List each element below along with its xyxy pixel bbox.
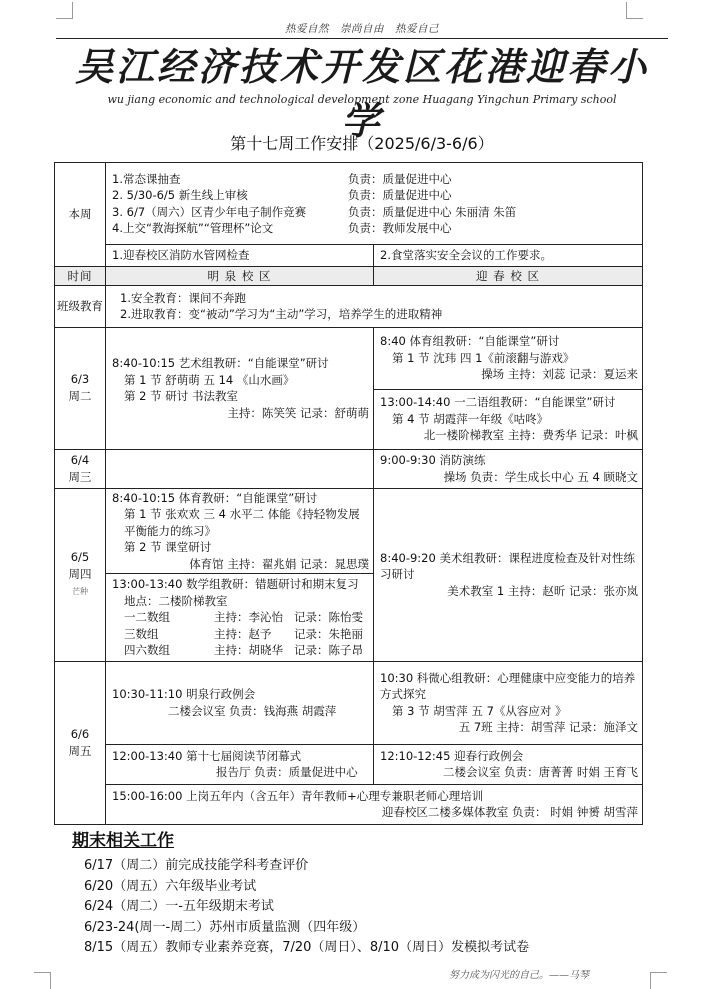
tue-mingquan (106, 327, 374, 449)
thu-mq1-line-2: 第 1 节 张欢欢 三 4 水平二 体能《持轻物发展平衡能力的练习》 (124, 507, 360, 538)
thu-group-host: 主持：李沁怡 (214, 610, 283, 624)
wed-yc-line-1: 9:00-9:30 消防演练 (380, 453, 486, 467)
header-rule (56, 38, 668, 39)
week-label: 本周 (55, 163, 106, 267)
week-task-4: 4.上交“教海探航”“管理杯”论文 (112, 221, 274, 235)
tue-yc2-line-1: 13:00-14:40 一二语组教研：“自能课堂”研讨 (380, 395, 616, 410)
schedule-table (54, 162, 643, 825)
col-header-yingchun: 迎 春 校 区 (374, 266, 643, 285)
tue-mq-line-1: 8:40-10:15 艺术组教研：“自能课堂”研讨 (112, 356, 329, 370)
fri-mq1-line-1: 10:30-11:10 明泉行政例会 (112, 687, 256, 701)
week-task-3-resp: 负责：质量促进中心 朱丽清 朱笛 (348, 204, 517, 219)
day-wed-weekday: 周三 (68, 469, 92, 484)
fri-yc2-line-2: 二楼会议室 负责：唐菁菁 时娟 王育飞 (443, 765, 638, 779)
fri-yc1-line-1: 10:30 科微心组教研：心理健康中应变能力的培养方式探究 (380, 670, 636, 701)
thu-mq1-line-3: 第 2 节 课堂研讨 (124, 540, 212, 554)
thu-group-name: 三数组 (124, 626, 159, 641)
tue-yc1-line-3: 操场 主持：刘蕊 记录：夏运来 (481, 367, 638, 382)
thu-mq2-line-1: 13:00-13:40 数学组教研：错题研讨和期末复习 (112, 577, 359, 591)
thu-group-recorder: 记录：朱艳丽 (294, 626, 363, 641)
thu-group-row (112, 626, 369, 643)
class-edu-label: 班级教育 (55, 285, 106, 327)
fri-joint-line-1: 15:00-16:00 上岗五年内（含五年）青年教师+心理专兼职老师心理培训 (112, 788, 484, 803)
corner-mark-top-left (56, 2, 73, 19)
thu-group-host: 主持：胡晓华 (214, 643, 283, 657)
thu-yc-line-1: 8:40-9:20 美术组教研：课程进度检查及针对性练习研讨 (380, 550, 635, 582)
tue-yingchun-2 (374, 389, 643, 449)
day-thu-weekday: 周四 (68, 567, 92, 581)
day-thu (55, 488, 106, 661)
week-task-1: 1.常态课抽查 (112, 171, 181, 186)
footer-slogan: 努力成为闪光的自己。——马琴 (449, 970, 589, 981)
tue-yc1-line-2: 第 1 节 沈玮 四 1《前滚翻与游戏》 (392, 350, 575, 365)
final-work-item: 6/24（周二）一-五年级期末考试 (84, 899, 274, 914)
class-edu-item-2: 2.进取教育：变“被动”学习为“主动”学习，培养学生的进取精神 (120, 307, 443, 321)
page-title: 第十七周工作安排（2025/6/3-6/6） (230, 134, 494, 153)
tue-mq-line-4: 主持：陈笑笑 记录：舒萌萌 (227, 405, 369, 420)
tue-yc2-line-2: 第 4 节 胡霞萍一年级《咕咚》 (392, 411, 549, 426)
final-work-title: 期末相关工作 (72, 831, 174, 851)
fri-yc2-line-1: 12:10-12:45 迎春行政例会 (380, 748, 524, 763)
thu-group-recorder: 记录：陈怡雯 (294, 610, 363, 624)
thu-group-name: 一二数组 (124, 610, 170, 624)
final-work-item: 6/20（周五）六年级毕业考试 (84, 878, 257, 894)
week-task-3: 3. 6/7（周六）区青少年电子制作竞赛 (112, 204, 307, 219)
corner-mark-top-right (626, 2, 643, 19)
fri-mingquan-2 (106, 744, 374, 784)
day-fri-weekday: 周五 (68, 743, 92, 758)
fri-mq2-line-1: 12:00-13:40 第十七届阅读节闭幕式 (112, 748, 302, 763)
week-extra-left: 1.迎春校区消防水管网检查 (106, 245, 374, 267)
day-tue-weekday: 周二 (68, 389, 92, 403)
week-extra-right: 2.食堂落实安全会议的工作要求。 (374, 245, 643, 267)
thu-group-row (112, 609, 369, 626)
header-motto: 热爱自然 崇尚自由 热爱自己 (285, 23, 439, 35)
final-work-list (84, 856, 529, 959)
thu-group-recorder: 记录：陈子昂 (294, 643, 363, 657)
corner-mark-bottom-left (34, 972, 51, 989)
wed-yc-line-2: 操场 负责：学生成长中心 五 4 顾晓文 (443, 469, 638, 484)
corner-mark-bottom-right (650, 972, 667, 989)
fri-yc1-line-3: 五 7班 主持：胡雪萍 记录：施泽文 (458, 720, 638, 734)
day-tue (55, 327, 106, 449)
week-task-1-resp: 负责：质量促进中心 (348, 171, 452, 186)
col-header-time: 时间 (55, 266, 106, 285)
week-task-2-resp: 负责：质量促进中心 (348, 188, 452, 202)
fri-yingchun-2 (374, 744, 643, 784)
school-name-cn: 吴江经济技术开发区花港迎春小学 (74, 44, 649, 143)
thu-mq1-line-1: 8:40-10:15 体育教研：“自能课堂”研讨 (112, 490, 318, 505)
school-name-en: wu jiang economic and technological development zone Huagang Yingchun Primary school (107, 93, 617, 106)
day-wed (55, 449, 106, 488)
fri-mq2-line-2: 报告厅 负责：质量促进中心 (216, 765, 358, 779)
thu-group-row (112, 642, 369, 659)
thu-mq2-line-2: 地点：二楼阶梯教室 (124, 593, 228, 608)
thu-mq1-line-4: 体育馆 主持：翟兆娟 记录：晁思璞 (189, 556, 369, 571)
fri-joint (106, 784, 643, 824)
tue-yingchun-1 (374, 327, 643, 389)
fri-joint-line-2: 迎春校区二楼多媒体教室 负责： 时娟 钟赟 胡雪萍 (381, 805, 638, 819)
week-task-2: 2. 5/30-6/5 新生线上审核 (112, 188, 248, 202)
final-work-item: 6/17（周二）前完成技能学科考查评价 (84, 858, 309, 873)
thu-yc-line-2: 美术教室 1 主持：赵昕 记录：张亦岚 (447, 583, 638, 598)
class-edu-items (106, 285, 643, 327)
thu-mingquan-1 (106, 488, 374, 574)
tue-yc2-line-3: 北一楼阶梯教室 主持：费秀华 记录：叶枫 (423, 428, 638, 443)
day-wed-date: 6/4 (70, 452, 90, 467)
fri-yingchun-1 (374, 661, 643, 744)
day-thu-note: 芒种 (72, 587, 88, 596)
week-tasks (106, 163, 643, 245)
tue-mq-line-3: 第 2 节 研讨 书法教室 (124, 389, 238, 403)
day-fri (55, 661, 106, 824)
tue-yc1-line-1: 8:40 体育组教研：“自能课堂”研讨 (380, 334, 560, 349)
fri-yc1-line-2: 第 3 节 胡雪萍 五 7《从容应对 》 (392, 703, 567, 718)
day-fri-date: 6/6 (70, 726, 90, 741)
final-work-item: 8/15（周五）教师专业素养竞赛，7/20（周日）、8/10（周日）发模拟考试卷 (84, 940, 530, 955)
fri-mingquan-1 (106, 661, 374, 744)
final-work-item: 6/23-24(周一-周二）苏州市质量监测（四年级） (84, 919, 366, 935)
day-tue-date: 6/3 (70, 372, 90, 386)
week-task-4-resp: 负责：教师发展中心 (348, 221, 452, 235)
tue-mq-line-2: 第 1 节 舒萌萌 五 14 《山水画》 (124, 372, 295, 387)
day-thu-date: 6/5 (70, 550, 90, 564)
class-edu-item-1: 1.安全教育：课间不奔跑 (120, 290, 246, 305)
thu-mingquan-2 (106, 574, 374, 662)
col-header-mingquan: 明 泉 校 区 (106, 266, 374, 285)
wed-yingchun (374, 449, 643, 488)
wed-mingquan-empty (106, 449, 374, 488)
thu-group-host: 主持：赵予 (214, 626, 272, 641)
fri-mq1-line-2: 二楼会议室 负责：钱海燕 胡霞萍 (168, 703, 337, 718)
thu-yingchun (374, 488, 643, 661)
thu-group-name: 四六数组 (124, 643, 170, 657)
